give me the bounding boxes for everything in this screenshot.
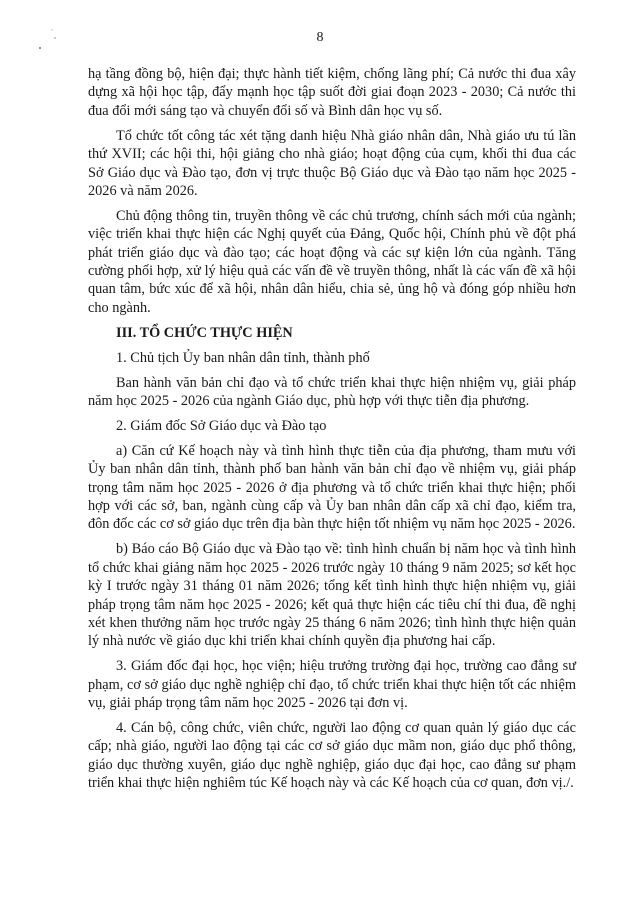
paragraph-awards: Tổ chức tốt công tác xét tặng danh hiệu Nhà giáo nhân dân, Nhà giáo ưu tú lần thứ XVII; các hội thi, hội giảng cho nhà giáo; hoạt động của cụm, khối thi đua các Sở Giáo dục và Đào tạo, đơn vị trực thuộc Bộ Giáo dục và Đào tạo năm học 2025 - 2026 và năm 2026. — [88, 127, 576, 199]
item-1-heading: 1. Chủ tịch Ủy ban nhân dân tỉnh, thành phố — [116, 349, 370, 366]
paragraph-continuation: hạ tầng đồng bộ, hiện đại; thực hành tiết kiệm, chống lãng phí; Cả nước thi đua xây dựng xã hội học tập, đẩy mạnh học tập suốt đời giai đoạn 2023 - 2030; Cả nước thi đua đổi mới sáng tạo và chuyển đổi số và Bình dân học vụ số. — [88, 66, 576, 119]
item-4-text: 4. Cán bộ, công chức, viên chức, người lao động cơ quan quản lý giáo dục các cấp; nhà giáo, người lao động tại các cơ sở giáo dục mầm non, giáo dục phổ thông, giáo dục thường xuyên, giáo dục nghề nghiệp, giáo dục đại học, cao đẳng sư phạm triển khai thực hiện nghiêm túc Kế hoạch này và các Kế hoạch của cơ quan, đơn vị./. — [88, 720, 576, 792]
section-heading: III. TỔ CHỨC THỰC HIỆN — [116, 324, 293, 341]
paragraph-communication: Chủ động thông tin, truyền thông về các chủ trương, chính sách mới của ngành; việc triển khai thực hiện các Nghị quyết của Đảng, Quốc hội, Chính phủ về đột phá phát triển giáo dục và đào tạo; các hoạt động và các sự kiện lớn của ngành. Tăng cường phối hợp, xử lý hiệu quả các vấn đề về truyền thông, nhất là các vấn đề xã hội quan tâm, bức xúc để xã hội, nhân dân hiểu, chia sẻ, ủng hộ và đóng góp nhiều hơn cho ngành. — [88, 207, 576, 316]
item-3-text: 3. Giám đốc đại học, học viện; hiệu trưởng trường đại học, trường cao đẳng sư phạm, cơ sở giáo dục nghề nghiệp chỉ đạo, tổ chức triển khai thực hiện tốt các nhiệm vụ, giải pháp trọng tâm năm học 2025 - 2026 tại đơn vị. — [88, 658, 576, 712]
item-1-text: Ban hành văn bản chỉ đạo và tổ chức triển khai thực hiện nhiệm vụ, giải pháp năm học 2025 - 2026 của ngành Giáo dục, phù hợp với thực tiễn địa phương. — [88, 374, 576, 409]
page-number: 8 — [316, 30, 324, 45]
item-2-heading: 2. Giám đốc Sở Giáo dục và Đào tạo — [116, 417, 327, 434]
item-2b-text: b) Báo cáo Bộ Giáo dục và Đào tạo về: tình hình chuẩn bị năm học và tình hình tổ chức khai giảng năm học 2025 - 2026 trước ngày 10 tháng 9 năm 2025; sơ kết học kỳ I trước ngày 31 tháng 01 năm 2026; tổng kết tình hình thực hiện nhiệm vụ, giải pháp trọng tâm năm học 2025 - 2026; kết quả thực hiện các tiêu chí thi đua, đề nghị xét khen thưởng năm học trước ngày 25 tháng 6 năm 2026; tình hình thực hiện quản lý nhà nước về giáo dục khi triển khai chính quyền địa phương hai cấp. — [88, 541, 576, 650]
item-2a-text: a) Căn cứ Kế hoạch này và tình hình thực tiễn của địa phương, tham mưu với Ủy ban nhân dân tỉnh, thành phố ban hành văn bản chỉ đạo về nhiệm vụ, giải pháp trọng tâm năm học 2025 - 2026 ở địa phương và tổ chức triển khai thực hiện; phối hợp với các sở, ban, ngành cùng cấp và Ủy ban nhân dân cấp xã chỉ đạo, kiểm tra, đôn đốc các cơ sở giáo dục trên địa bàn thực hiện tốt nhiệm vụ năm học 2025 - 2026. — [88, 442, 576, 533]
document-body — [88, 65, 576, 799]
